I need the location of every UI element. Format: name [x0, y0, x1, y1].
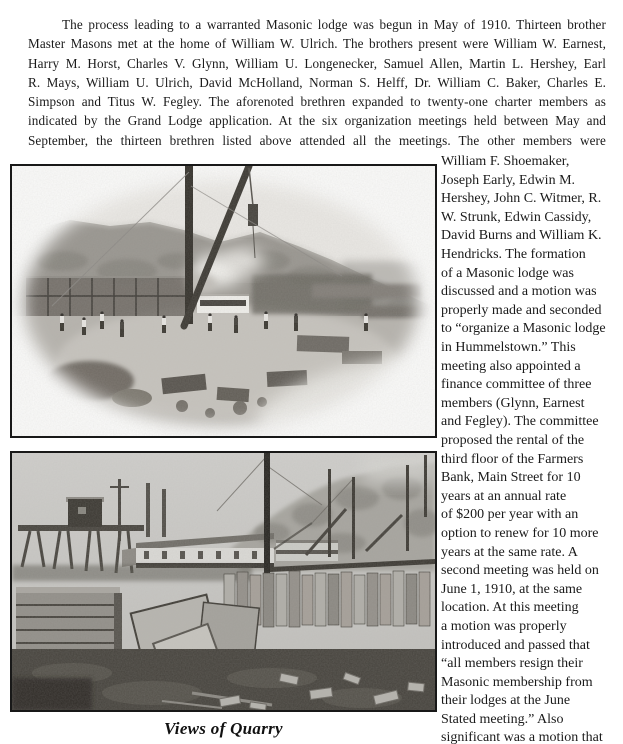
column-line: a motion was properly	[441, 618, 567, 634]
intro-line: Harry M. Horst, Charles V. Glynn, William U. Longenecker, Samuel Allen, Martin L. Hershey, Earl	[28, 55, 606, 71]
column-line: significant was a motion that	[441, 730, 603, 744]
intro-line: indicated by the Grand Lodge application. At the six organization meetings held between May and	[28, 113, 606, 129]
column-line: location. At this meeting	[441, 600, 579, 616]
column-line: properly made and seconded	[441, 302, 602, 318]
column-line: to “organize a Masonic lodge	[441, 321, 606, 337]
column-line: option to renew for 10 more	[441, 525, 599, 541]
column-paragraph	[441, 153, 623, 744]
quarry-stoneyard-photo-frame	[10, 451, 437, 712]
column-line: David Burns and William K.	[441, 228, 602, 244]
intro-line: Simpson and Titus W. Fegley. The aforenoted brethren expanded to twenty-one charter members as	[28, 94, 606, 110]
column-line: proposed the rental of the	[441, 432, 585, 448]
column-line: years at the same rate. A	[441, 544, 578, 560]
column-line: and Fegley). The committee	[441, 414, 599, 430]
column-line: finance committee of three	[441, 377, 592, 393]
quarry-derrick-photo-frame	[10, 164, 437, 438]
intro-line: September, the thirteen brethren listed above attended all the meetings. The other members were	[28, 132, 606, 148]
intro-line: R. Mays, William U. Ulrich, David McHolland, Norman S. Helff, Dr. William C. Baker, Charles E.	[28, 74, 606, 90]
intro-paragraph	[28, 15, 606, 150]
column-line: of a Masonic lodge was	[441, 265, 574, 281]
quarry-stoneyard-photo-image	[12, 453, 435, 710]
content-row	[0, 150, 623, 744]
column-line: Joseph Early, Edwin M.	[441, 172, 576, 188]
column-line: in Hummelstown.” This	[441, 340, 576, 356]
column-line: Bank, Main Street for 10	[441, 470, 581, 486]
column-line: W. Strunk, Edwin Cassidy,	[441, 209, 592, 225]
column-line: introduced and passed that	[441, 637, 590, 653]
column-line: William F. Shoemaker,	[441, 154, 570, 170]
column-line: “all members resign their	[441, 656, 583, 672]
column-line: of $200 per year with an	[441, 507, 579, 523]
photo-caption: Views of Quarry	[164, 719, 283, 739]
quarry-derrick-photo-image	[12, 166, 435, 436]
column-line: their lodges at the June	[441, 693, 571, 709]
column-line: discussed and a motion was	[441, 284, 597, 300]
column-line: Hendricks. The formation	[441, 247, 586, 263]
intro-line: Master Masons met at the home of William W. Ulrich. The brothers present were William W. Earnest,	[28, 36, 606, 52]
intro-line: The process leading to a warranted Masonic lodge was begun in May of 1910. Thirteen brother	[62, 17, 606, 32]
column-line: third floor of the Farmers	[441, 451, 584, 467]
column-line: Masonic membership from	[441, 674, 593, 690]
column-line: members (Glynn, Earnest	[441, 395, 585, 411]
column-line: June 1, 1910, at the same	[441, 581, 583, 597]
column-line: second meeting was held on	[441, 563, 599, 579]
column-line: Hershey, John C. Witmer, R.	[441, 191, 602, 207]
column-line: Stated meeting.” Also	[441, 711, 564, 727]
column-line: meeting also appointed a	[441, 358, 581, 374]
column-line: years at an annual rate	[441, 488, 567, 504]
figure-column	[10, 164, 441, 739]
